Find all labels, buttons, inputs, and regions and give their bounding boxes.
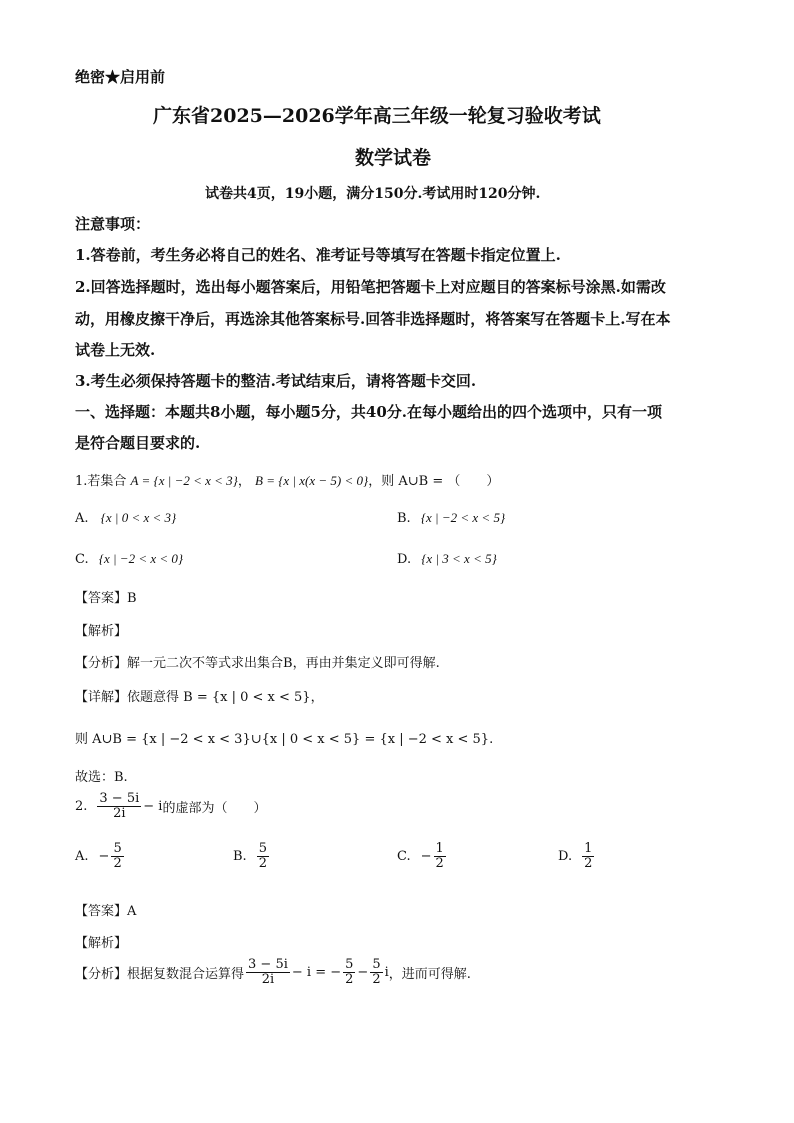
q1-option-d: [397, 551, 497, 567]
q2-option-a-numerator: 5: [113, 841, 122, 856]
q2-option-a-fraction: [111, 842, 123, 871]
q2-option-a-label: A.: [75, 849, 89, 864]
section-heading-line-2: 是符合题目要求的.: [75, 434, 201, 452]
q2-analysis-prefix: 根据复数混合运算得: [127, 967, 245, 982]
q2-option-c: [397, 842, 448, 871]
q1-option-b: [397, 510, 505, 526]
q2-analysis-denominator: 2i: [261, 972, 275, 987]
exam-title: 广东省2025—2026学年高三年级一轮复习验收考试: [153, 105, 601, 127]
q1-option-b-text: {x | −2 < x < 5}: [420, 510, 506, 525]
q1-comma: ，: [237, 474, 251, 489]
q1-analysis-text: 解一元二次不等式求出集合B，再由并集定义即可得解.: [127, 656, 440, 671]
q2-option-b-fraction: [257, 842, 269, 871]
q1-detail: [75, 686, 324, 705]
note-item-3: 3.考生必须保持答题卡的整洁.考试结束后，请将答题卡交回.: [75, 372, 477, 390]
exam-info: 试卷共4页，19小题，满分150分.考试用时120分钟.: [205, 186, 541, 202]
q1-derivation: 则 A∪B = {x | −2 < x < 3}∪{x | 0 < x < 5} = {x | −2 < x < 5}.: [75, 732, 494, 747]
question-2-stem: [75, 792, 266, 821]
q2-option-a-sign: −: [98, 849, 110, 864]
q2-option-d-denominator: 2: [584, 856, 593, 871]
q1-set-a: A = {x | −2 < x < 3}: [130, 473, 238, 488]
q2-jiexi-tag: 【解析】: [75, 936, 128, 951]
q1-stem-suffix: ，则 A∪B = （ ）: [368, 474, 500, 489]
q2-option-a: [75, 842, 126, 871]
q2-option-c-sign: −: [420, 849, 432, 864]
q1-detail-tag: 【详解】: [75, 690, 128, 705]
q2-number: 2.: [75, 799, 88, 814]
note-item-2-line-2: 动，用橡皮擦干净后，再选涂其他答案标号.回答非选择题时，将答案写在答题卡上.写在本: [75, 310, 671, 328]
q2-option-c-numerator: 1: [435, 841, 444, 856]
q1-analysis: [75, 652, 440, 671]
q1-option-a-label: A.: [75, 511, 89, 526]
section-heading-line-1: 一、选择题：本题共8小题，每小题5分，共40分.在每小题给出的四个选项中，只有一项: [75, 403, 662, 421]
q2-analysis-tag: 【分析】: [75, 967, 128, 982]
q2-fraction-denominator: 2i: [113, 806, 126, 821]
q2-analysis-suffix: ，进而可得解.: [388, 967, 471, 982]
q1-answer-value: B: [127, 591, 137, 606]
q2-analysis: [75, 958, 471, 987]
subject-title: 数学试卷: [355, 147, 432, 169]
q2-fraction-numerator: 3 − 5i: [99, 791, 140, 806]
q2-option-d: [558, 842, 596, 871]
q2-option-d-label: D.: [558, 849, 573, 864]
q1-option-c-text: {x | −2 < x < 0}: [98, 551, 184, 566]
q2-option-c-fraction: [434, 842, 446, 871]
q1-answer: [75, 587, 137, 606]
q1-set-b: B = {x | x(x − 5) < 0}: [255, 473, 369, 488]
q1-option-b-label: B.: [397, 511, 411, 526]
q1-answer-tag: 【答案】: [75, 591, 128, 606]
q2-option-b-denominator: 2: [258, 856, 267, 871]
q2-option-b-label: B.: [233, 849, 247, 864]
note-item-1: 1.答卷前，考生务必将自己的姓名、准考证号等填写在答题卡指定位置上.: [75, 246, 561, 264]
q2-fraction: [97, 792, 141, 821]
q2-answer-value: A: [127, 904, 137, 919]
q2-stem-suffix: 的虚部为（ ）: [162, 801, 267, 816]
secret-label: 绝密★启用前: [75, 68, 166, 86]
q2-option-c-denominator: 2: [435, 856, 444, 871]
question-1-stem: [75, 470, 499, 489]
q2-minus-i: − i: [143, 799, 163, 814]
q1-analysis-tag: 【分析】: [75, 656, 128, 671]
q1-detail-text: 依题意得 B = {x | 0 < x < 5}，: [127, 690, 324, 705]
notes-heading: 注意事项：: [75, 215, 151, 233]
q2-analysis-f2-numerator: 5: [372, 957, 381, 972]
q1-jiexi-tag: 【解析】: [75, 624, 128, 639]
q1-option-d-label: D.: [397, 552, 412, 567]
q1-option-a-text: {x | 0 < x < 3}: [100, 510, 177, 525]
q2-option-b-numerator: 5: [258, 841, 267, 856]
q2-option-b: [233, 842, 271, 871]
q1-option-c: [75, 551, 183, 567]
q2-analysis-fraction: [246, 958, 290, 987]
q1-stem-prefix: 1.若集合: [75, 474, 127, 489]
note-item-2-line-3: 试卷上无效.: [75, 341, 156, 359]
q2-option-d-numerator: 1: [584, 841, 593, 856]
q1-conclusion: 故选：B.: [75, 770, 128, 785]
note-item-2-line-1: 2.回答选择题时，选出每小题答案后，用铅笔把答题卡上对应题目的答案标号涂黑.如需改: [75, 278, 666, 296]
q2-analysis-i: i: [384, 965, 389, 980]
q2-analysis-f1-numerator: 5: [345, 957, 354, 972]
q2-analysis-minus: −: [357, 965, 369, 980]
q1-option-a: [75, 510, 176, 526]
q2-answer-tag: 【答案】: [75, 904, 128, 919]
q2-analysis-fraction-1: [343, 958, 355, 987]
q2-analysis-numerator: 3 − 5i: [248, 957, 288, 972]
q2-option-a-denominator: 2: [113, 856, 122, 871]
q2-option-c-label: C.: [397, 849, 411, 864]
q2-answer: [75, 900, 136, 919]
q2-analysis-f1-denominator: 2: [345, 972, 354, 987]
q1-option-d-text: {x | 3 < x < 5}: [421, 551, 497, 566]
q1-option-c-label: C.: [75, 552, 89, 567]
q2-analysis-mid: − i = −: [291, 965, 342, 980]
q2-analysis-f2-denominator: 2: [372, 972, 381, 987]
q2-analysis-fraction-2: [370, 958, 382, 987]
q2-option-d-fraction: [582, 842, 594, 871]
